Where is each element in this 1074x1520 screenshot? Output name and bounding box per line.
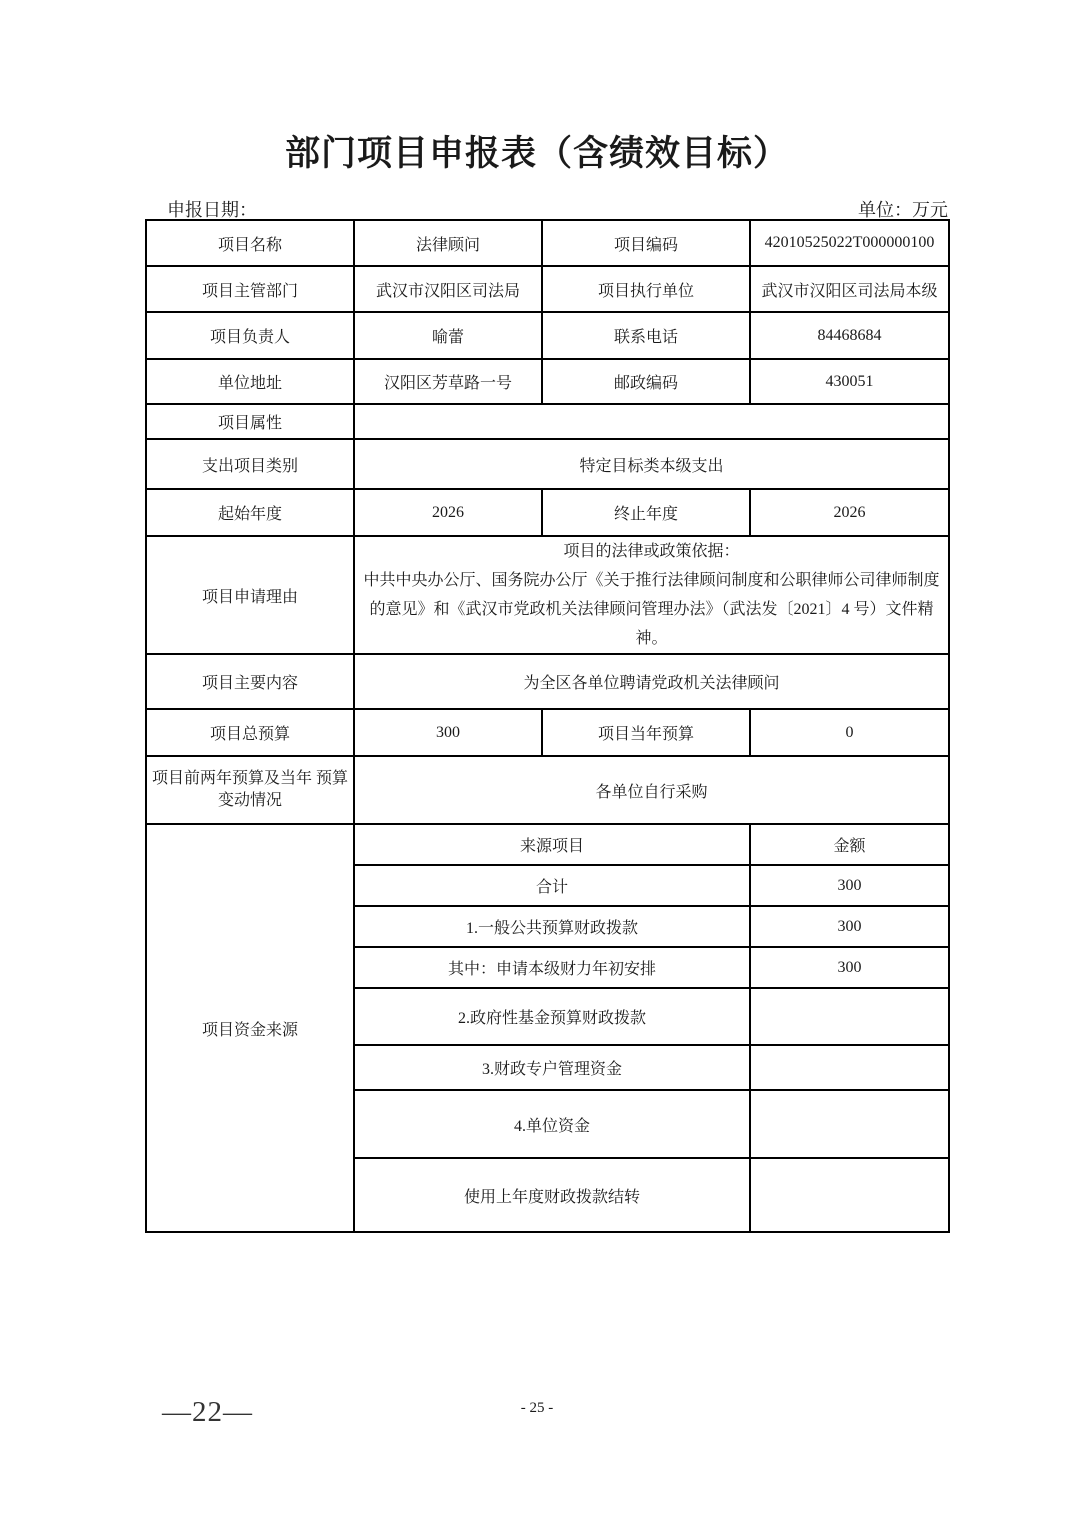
- start-year-label: 起始年度: [146, 489, 354, 536]
- page-title: 部门项目申报表（含绩效目标）: [284, 134, 789, 173]
- declare-date-label: 申报日期：: [167, 200, 257, 220]
- prev-budget-value: 各单位自行采购: [354, 756, 949, 824]
- leader-value: 喻蕾: [354, 312, 542, 359]
- expense-type-value: 特定目标类本级支出: [354, 439, 949, 489]
- total-budget-label: 项目总预算: [146, 709, 354, 756]
- end-year-label: 终止年度: [542, 489, 750, 536]
- phone-value: 84468684: [750, 312, 949, 359]
- end-year-value: 2026: [750, 489, 949, 536]
- footer-page-number-left: —22—: [162, 1396, 253, 1428]
- leader-label: 项目负责人: [146, 312, 354, 359]
- row-department: [146, 266, 949, 312]
- funding-amount-header: 金额: [750, 824, 949, 865]
- current-budget-label: 项目当年预算: [542, 709, 750, 756]
- project-code-label: 项目编码: [542, 220, 750, 266]
- row-leader: [146, 312, 949, 359]
- funding-total-amount: 300: [750, 865, 949, 906]
- row-expense-type: [146, 439, 949, 489]
- attribute-label: 项目属性: [146, 404, 354, 439]
- funding-unit-amount: [750, 1090, 949, 1158]
- row-years: [146, 489, 949, 536]
- reason-value: [354, 536, 949, 654]
- funding-total-name: 合计: [354, 865, 750, 906]
- reason-line2: 中共中央办公厅、国务院办公厅《关于推行法律顾问制度和公职律师公司律师制度的意见》和《武汉市党政机关法律顾问管理办法》（武法发〔2021〕4 号）文件精神。: [363, 572, 940, 647]
- address-label: 单位地址: [146, 359, 354, 404]
- postcode-label: 邮政编码: [542, 359, 750, 404]
- content-value: 为全区各单位聘请党政机关法律顾问: [354, 654, 949, 709]
- funding-special-amount: [750, 1045, 949, 1090]
- funding-unit-name: 4.单位资金: [354, 1090, 750, 1158]
- row-project-name: [146, 220, 949, 266]
- total-budget-value: 300: [354, 709, 542, 756]
- department-label: 项目主管部门: [146, 266, 354, 312]
- unit-note: 单位：万元: [858, 200, 948, 220]
- postcode-value: 430051: [750, 359, 949, 404]
- project-name-value: 法律顾问: [354, 220, 542, 266]
- content-label: 项目主要内容: [146, 654, 354, 709]
- funding-special-name: 3.财政专户管理资金: [354, 1045, 750, 1090]
- row-budget: [146, 709, 949, 756]
- current-budget-value: 0: [750, 709, 949, 756]
- start-year-value: 2026: [354, 489, 542, 536]
- row-prev-budget: [146, 756, 949, 824]
- funding-carryover-amount: [750, 1158, 949, 1232]
- executor-label: 项目执行单位: [542, 266, 750, 312]
- footer-page-number-center: - 25 -: [520, 1400, 554, 1416]
- reason-line1: 项目的法律或政策依据：: [563, 543, 740, 560]
- funding-general-amount: 300: [750, 906, 949, 947]
- project-code-value: 42010525022T000000100: [750, 220, 949, 266]
- attribute-value: [354, 404, 949, 439]
- expense-type-label: 支出项目类别: [146, 439, 354, 489]
- phone-label: 联系电话: [542, 312, 750, 359]
- funding-label: 项目资金来源: [146, 824, 354, 1232]
- reason-label: 项目申请理由: [146, 536, 354, 654]
- row-address: [146, 359, 949, 404]
- row-attribute: [146, 404, 949, 439]
- row-content: [146, 654, 949, 709]
- prev-budget-label: 项目前两年预算及当年 预算变动情况: [146, 756, 354, 824]
- row-reason: [146, 536, 949, 654]
- funding-general-name: 1.一般公共预算财政拨款: [354, 906, 750, 947]
- funding-header-row: [146, 824, 949, 865]
- project-application-table: [145, 219, 950, 1233]
- funding-carryover-name: 使用上年度财政拨款结转: [354, 1158, 750, 1232]
- funding-local-name: 其中：申请本级财力年初安排: [354, 947, 750, 988]
- project-name-label: 项目名称: [146, 220, 354, 266]
- funding-source-header: 来源项目: [354, 824, 750, 865]
- funding-local-amount: 300: [750, 947, 949, 988]
- department-value: 武汉市汉阳区司法局: [354, 266, 542, 312]
- funding-govfund-name: 2.政府性基金预算财政拨款: [354, 988, 750, 1045]
- funding-govfund-amount: [750, 988, 949, 1045]
- executor-value: 武汉市汉阳区司法局本级: [750, 266, 949, 312]
- address-value: 汉阳区芳草路一号: [354, 359, 542, 404]
